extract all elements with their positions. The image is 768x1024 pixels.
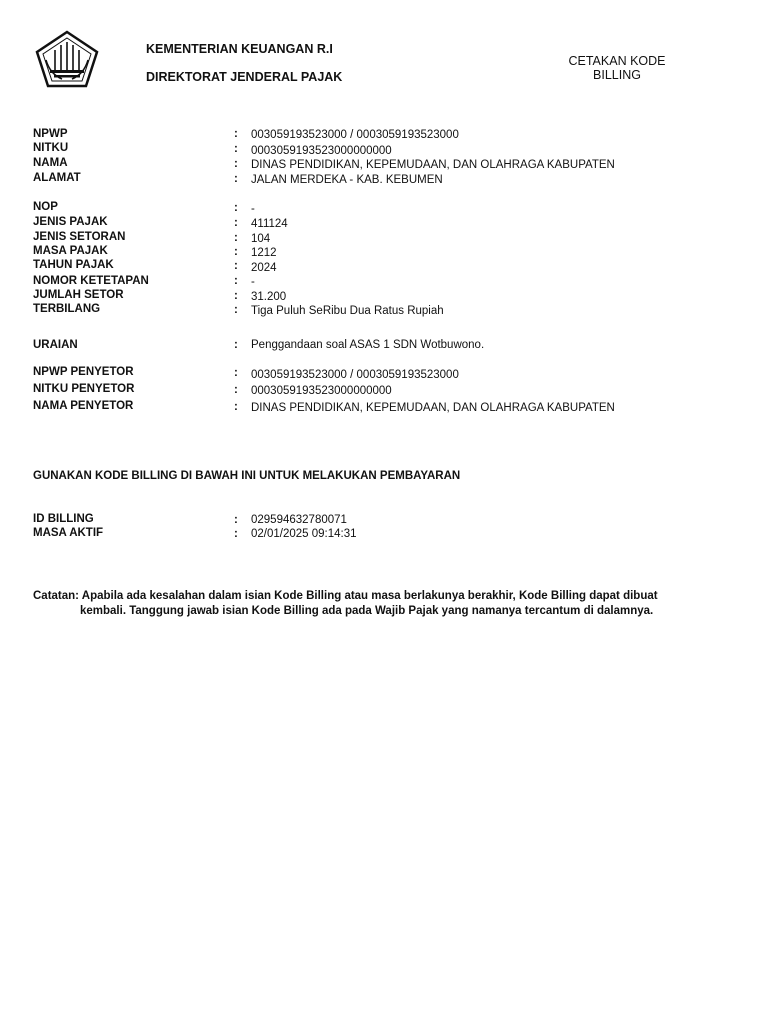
field-label: JENIS SETORAN <box>33 231 126 243</box>
field-colon: : <box>234 158 238 170</box>
field-value: DINAS PENDIDIKAN, KEPEMUDAAN, DAN OLAHRAGA KABUPATEN <box>251 402 615 414</box>
field-label: TERBILANG <box>33 303 101 315</box>
note-line-2: kembali. Tanggung jawab isian Kode Billing ada pada Wajib Pajak yang namanya tercantum di dalamnya. <box>80 604 654 617</box>
field-value: 003059193523000 / 0003059193523000 <box>251 369 459 381</box>
field-value: 0003059193523000000000 <box>251 145 392 157</box>
field-value: Tiga Puluh SeRibu Dua Ratus Rupiah <box>251 305 444 317</box>
field-colon: : <box>234 290 238 302</box>
field-value: 0003059193523000000000 <box>251 385 392 397</box>
field-colon: : <box>234 384 238 396</box>
field-colon: : <box>234 275 238 287</box>
field-value: - <box>251 203 255 215</box>
field-colon: : <box>234 514 238 526</box>
ministry-name: KEMENTERIAN KEUANGAN R.I <box>146 42 333 56</box>
field-value: - <box>251 276 255 288</box>
field-colon: : <box>234 232 238 244</box>
field-value: 003059193523000 / 0003059193523000 <box>251 129 459 141</box>
directorate-name: DIREKTORAT JENDERAL PAJAK <box>146 70 343 84</box>
payment-instruction: GUNAKAN KODE BILLING DI BAWAH INI UNTUK MELAKUKAN PEMBAYARAN <box>33 470 461 482</box>
field-colon: : <box>234 401 238 413</box>
field-colon: : <box>234 528 238 540</box>
field-label: TAHUN PAJAK <box>33 259 114 271</box>
field-colon: : <box>234 143 238 155</box>
field-value: 31.200 <box>251 291 287 303</box>
field-colon: : <box>234 173 238 185</box>
field-label: JENIS PAJAK <box>33 216 108 228</box>
field-label: ID BILLING <box>33 513 94 525</box>
active-period-value: 02/01/2025 09:14:31 <box>251 528 357 540</box>
field-value: 411124 <box>251 218 288 230</box>
field-value: 2024 <box>251 262 277 274</box>
field-colon: : <box>234 304 238 316</box>
title-line-2: BILLING <box>593 68 641 82</box>
field-label: NAMA PENYETOR <box>33 400 134 412</box>
field-colon: : <box>234 367 238 379</box>
field-label: NPWP PENYETOR <box>33 366 134 378</box>
field-value: JALAN MERDEKA - KAB. KEBUMEN <box>251 174 443 186</box>
field-label: NITKU PENYETOR <box>33 383 135 395</box>
field-colon: : <box>234 339 238 351</box>
field-label: NITKU <box>33 142 69 154</box>
field-colon: : <box>234 202 238 214</box>
title-line-1: CETAKAN KODE <box>568 54 666 68</box>
billing-id-value: 029594632780071 <box>251 514 347 526</box>
field-colon: : <box>234 246 238 258</box>
field-label: MASA AKTIF <box>33 527 104 539</box>
field-label: NAMA <box>33 157 68 169</box>
field-value: 1212 <box>251 247 277 259</box>
field-label: JUMLAH SETOR <box>33 289 124 301</box>
field-label: NOMOR KETETAPAN <box>33 275 149 287</box>
field-value: Penggandaan soal ASAS 1 SDN Wotbuwono. <box>251 339 485 351</box>
note <box>33 589 733 618</box>
field-label: URAIAN <box>33 339 78 351</box>
kemenkeu-logo <box>34 30 100 88</box>
field-colon: : <box>234 260 238 272</box>
field-label: NOP <box>33 201 58 213</box>
field-label: MASA PAJAK <box>33 245 108 257</box>
field-colon: : <box>234 128 238 140</box>
field-value: 104 <box>251 233 271 245</box>
field-colon: : <box>234 217 238 229</box>
field-label: NPWP <box>33 128 68 140</box>
document-title <box>557 54 677 82</box>
field-label: ALAMAT <box>33 172 81 184</box>
field-value: DINAS PENDIDIKAN, KEPEMUDAAN, DAN OLAHRAGA KABUPATEN <box>251 159 615 171</box>
note-line-1: Catatan: Apabila ada kesalahan dalam isian Kode Billing atau masa berlakunya berakhir, Kode Billing dapat dibuat <box>33 590 658 602</box>
